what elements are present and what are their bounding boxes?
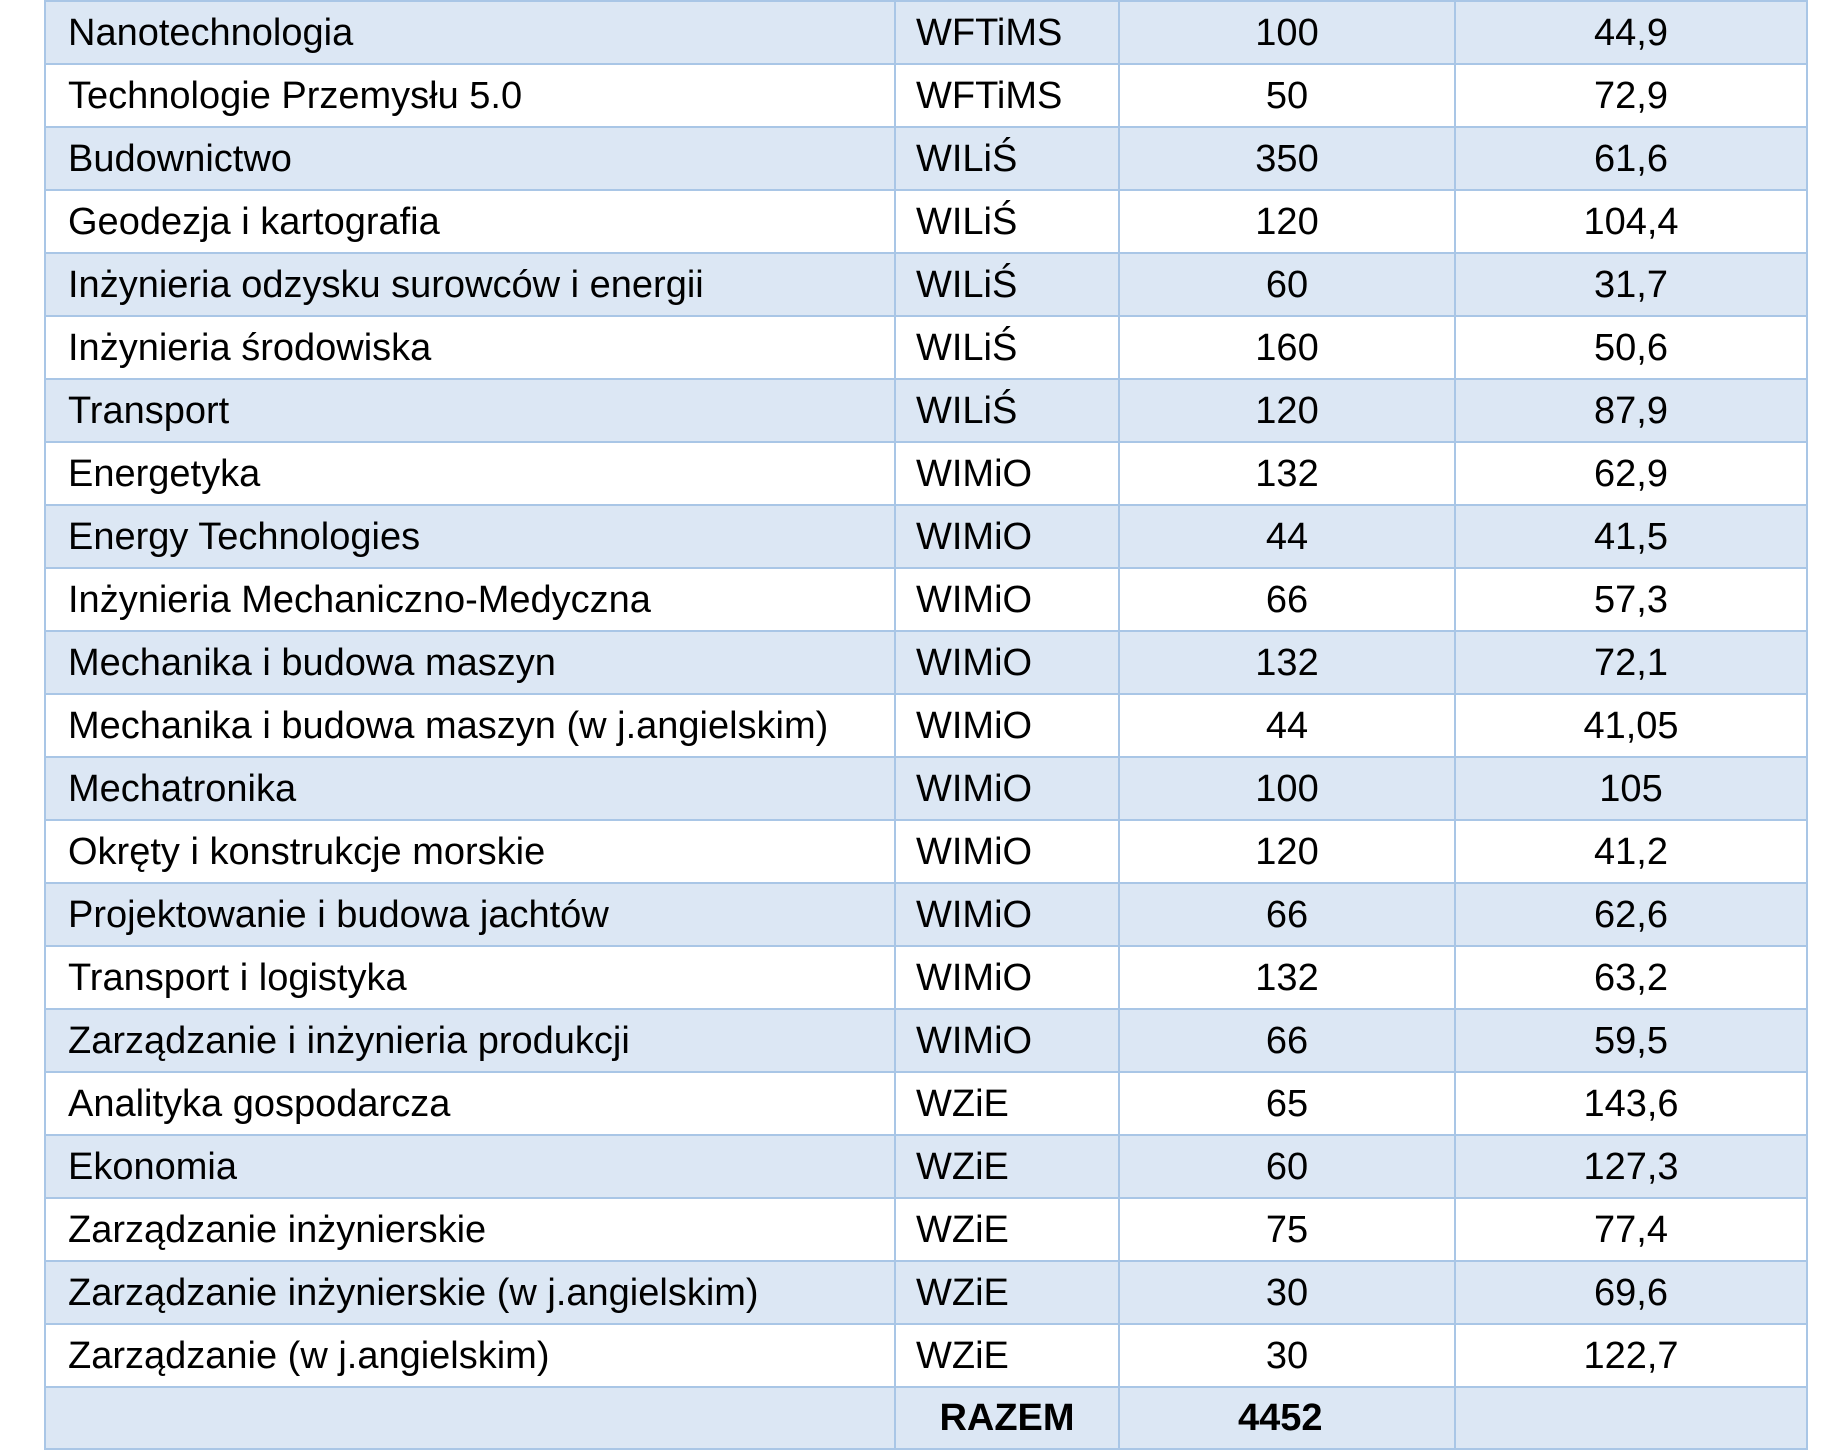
- limit-cell: 132: [1119, 631, 1455, 694]
- ratio-cell: 72,9: [1455, 64, 1807, 127]
- field-of-study-cell: Budownictwo: [45, 127, 895, 190]
- field-of-study-cell: Inżynieria Mechaniczno-Medyczna: [45, 568, 895, 631]
- faculty-cell: WIMiO: [895, 631, 1119, 694]
- field-of-study-cell: Energy Technologies: [45, 505, 895, 568]
- ratio-cell: 62,9: [1455, 442, 1807, 505]
- ratio-cell: 143,6: [1455, 1072, 1807, 1135]
- field-of-study-cell: Energetyka: [45, 442, 895, 505]
- field-of-study-cell: Projektowanie i budowa jachtów: [45, 883, 895, 946]
- ratio-cell: 77,4: [1455, 1198, 1807, 1261]
- faculty-cell: WZiE: [895, 1324, 1119, 1387]
- limit-cell: 120: [1119, 190, 1455, 253]
- limit-cell: 65: [1119, 1072, 1455, 1135]
- table-row: [45, 1324, 1807, 1387]
- field-of-study-cell: Geodezja i kartografia: [45, 190, 895, 253]
- faculty-cell: WIMiO: [895, 442, 1119, 505]
- ratio-cell: 31,7: [1455, 253, 1807, 316]
- faculty-cell: WIMiO: [895, 883, 1119, 946]
- limit-cell: 350: [1119, 127, 1455, 190]
- ratio-cell: 63,2: [1455, 946, 1807, 1009]
- limit-cell: 120: [1119, 379, 1455, 442]
- field-of-study-cell: Transport: [45, 379, 895, 442]
- ratio-cell: 104,4: [1455, 190, 1807, 253]
- ratio-cell: 57,3: [1455, 568, 1807, 631]
- faculty-cell: WIMiO: [895, 1009, 1119, 1072]
- faculty-cell: WILiŚ: [895, 379, 1119, 442]
- field-of-study-cell: Mechanika i budowa maszyn: [45, 631, 895, 694]
- limit-cell: 160: [1119, 316, 1455, 379]
- field-of-study-cell: Zarządzanie i inżynieria produkcji: [45, 1009, 895, 1072]
- field-of-study-cell: Ekonomia: [45, 1135, 895, 1198]
- table-row: [45, 631, 1807, 694]
- ratio-cell: 127,3: [1455, 1135, 1807, 1198]
- ratio-cell: 69,6: [1455, 1261, 1807, 1324]
- field-of-study-cell: Analityka gospodarcza: [45, 1072, 895, 1135]
- limit-cell: 60: [1119, 1135, 1455, 1198]
- ratio-cell: 62,6: [1455, 883, 1807, 946]
- table-row: [45, 1198, 1807, 1261]
- faculty-cell: WIMiO: [895, 568, 1119, 631]
- field-of-study-cell: Zarządzanie (w j.angielskim): [45, 1324, 895, 1387]
- table-row: [45, 379, 1807, 442]
- ratio-cell: 41,05: [1455, 694, 1807, 757]
- limit-cell: 44: [1119, 505, 1455, 568]
- field-of-study-cell: Transport i logistyka: [45, 946, 895, 1009]
- limit-cell: 66: [1119, 883, 1455, 946]
- faculty-cell: WIMiO: [895, 694, 1119, 757]
- faculty-cell: WILiŚ: [895, 127, 1119, 190]
- admissions-table: [44, 0, 1808, 1450]
- faculty-cell: WIMiO: [895, 505, 1119, 568]
- table-row: [45, 253, 1807, 316]
- ratio-cell: 87,9: [1455, 379, 1807, 442]
- faculty-cell: WZiE: [895, 1198, 1119, 1261]
- limit-cell: 50: [1119, 64, 1455, 127]
- summary-empty-cell: [1455, 1387, 1807, 1449]
- limit-cell: 60: [1119, 253, 1455, 316]
- table-row: [45, 1, 1807, 64]
- ratio-cell: 50,6: [1455, 316, 1807, 379]
- table-row: [45, 1261, 1807, 1324]
- limit-cell: 30: [1119, 1324, 1455, 1387]
- table-row: [45, 694, 1807, 757]
- faculty-cell: WILiŚ: [895, 316, 1119, 379]
- field-of-study-cell: Inżynieria odzysku surowców i energii: [45, 253, 895, 316]
- table-row: [45, 505, 1807, 568]
- table-row: [45, 442, 1807, 505]
- faculty-cell: WZiE: [895, 1072, 1119, 1135]
- limit-cell: 66: [1119, 1009, 1455, 1072]
- faculty-cell: WZiE: [895, 1261, 1119, 1324]
- limit-cell: 44: [1119, 694, 1455, 757]
- ratio-cell: 61,6: [1455, 127, 1807, 190]
- summary-empty-cell: [45, 1387, 895, 1449]
- limit-cell: 132: [1119, 946, 1455, 1009]
- ratio-cell: 105: [1455, 757, 1807, 820]
- table-row: [45, 64, 1807, 127]
- field-of-study-cell: Zarządzanie inżynierskie (w j.angielskim): [45, 1261, 895, 1324]
- faculty-cell: WILiŚ: [895, 253, 1119, 316]
- faculty-cell: WIMiO: [895, 757, 1119, 820]
- table-body: [45, 1, 1807, 1449]
- limit-cell: 100: [1119, 757, 1455, 820]
- faculty-cell: WFTiMS: [895, 1, 1119, 64]
- table-row: [45, 1135, 1807, 1198]
- table-row: [45, 946, 1807, 1009]
- ratio-cell: 59,5: [1455, 1009, 1807, 1072]
- field-of-study-cell: Technologie Przemysłu 5.0: [45, 64, 895, 127]
- limit-cell: 132: [1119, 442, 1455, 505]
- limit-cell: 120: [1119, 820, 1455, 883]
- table-row: [45, 820, 1807, 883]
- ratio-cell: 44,9: [1455, 1, 1807, 64]
- field-of-study-cell: Zarządzanie inżynierskie: [45, 1198, 895, 1261]
- limit-cell: 75: [1119, 1198, 1455, 1261]
- table-row: [45, 568, 1807, 631]
- field-of-study-cell: Inżynieria środowiska: [45, 316, 895, 379]
- field-of-study-cell: Okręty i konstrukcje morskie: [45, 820, 895, 883]
- ratio-cell: 41,5: [1455, 505, 1807, 568]
- table-row: [45, 1072, 1807, 1135]
- table-row: [45, 190, 1807, 253]
- faculty-cell: WIMiO: [895, 946, 1119, 1009]
- field-of-study-cell: Nanotechnologia: [45, 1, 895, 64]
- summary-row: [45, 1387, 1807, 1449]
- table-row: [45, 757, 1807, 820]
- faculty-cell: WIMiO: [895, 820, 1119, 883]
- limit-cell: 66: [1119, 568, 1455, 631]
- ratio-cell: 122,7: [1455, 1324, 1807, 1387]
- ratio-cell: 72,1: [1455, 631, 1807, 694]
- faculty-cell: WZiE: [895, 1135, 1119, 1198]
- limit-cell: 30: [1119, 1261, 1455, 1324]
- table-row: [45, 127, 1807, 190]
- table-row: [45, 1009, 1807, 1072]
- ratio-cell: 41,2: [1455, 820, 1807, 883]
- faculty-cell: WILiŚ: [895, 190, 1119, 253]
- field-of-study-cell: Mechanika i budowa maszyn (w j.angielskim): [45, 694, 895, 757]
- table-row: [45, 316, 1807, 379]
- faculty-cell: WFTiMS: [895, 64, 1119, 127]
- table-row: [45, 883, 1807, 946]
- summary-label: RAZEM: [895, 1387, 1119, 1449]
- summary-total: 4452: [1119, 1387, 1455, 1449]
- field-of-study-cell: Mechatronika: [45, 757, 895, 820]
- limit-cell: 100: [1119, 1, 1455, 64]
